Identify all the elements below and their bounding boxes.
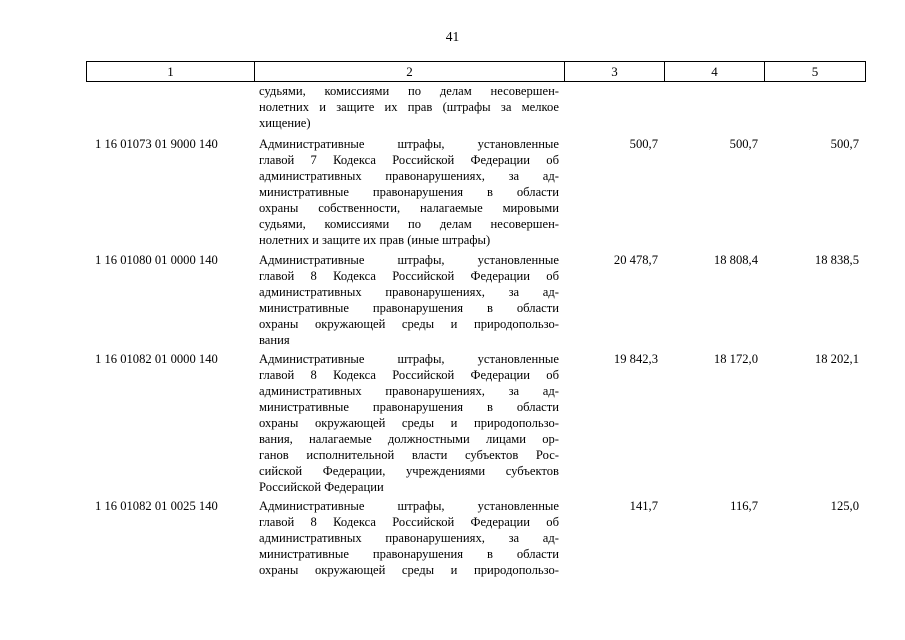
value-col-3: 20 478,7 xyxy=(613,253,658,267)
value-col-4: 116,7 xyxy=(730,499,758,513)
description-line: главой 7 Кодекса Российской Федерации об xyxy=(259,153,559,167)
row-description xyxy=(259,498,559,578)
value-col-3: 19 842,3 xyxy=(613,352,658,366)
description-line: министративные правонарушения в области xyxy=(259,301,559,315)
value-col-5: 18 202,1 xyxy=(814,352,859,366)
budget-code: 1 16 01082 01 0025 140 xyxy=(95,499,218,513)
description-line: ганов исполнительной власти субъектов Рос- xyxy=(259,448,559,462)
row-description xyxy=(259,351,559,495)
description-line: вания, налагаемые должностными лицами ор- xyxy=(259,432,559,446)
description-line: охраны окружающей среды и природопользо- xyxy=(259,563,559,577)
description-line: главой 8 Кодекса Российской Федерации об xyxy=(259,269,559,283)
description-line: главой 8 Кодекса Российской Федерации об xyxy=(259,515,559,529)
value-col-5: 125,0 xyxy=(830,499,859,513)
description-line: Административные штрафы, установленные xyxy=(259,352,559,366)
header-col-3: 3 xyxy=(565,62,665,82)
table-header xyxy=(86,61,866,82)
description-line: охраны окружающей среды и природопользо- xyxy=(259,416,559,430)
description-line: Административные штрафы, установленные xyxy=(259,137,559,151)
description-line: нолетних и защите их прав (иные штрафы) xyxy=(259,233,491,247)
row-description xyxy=(259,252,559,348)
description-line: Российской Федерации xyxy=(259,480,384,494)
value-col-5: 500,7 xyxy=(830,137,859,151)
value-col-3: 141,7 xyxy=(629,499,658,513)
description-line: административных правонарушениях, за ад- xyxy=(259,531,559,545)
description-line: административных правонарушениях, за ад- xyxy=(259,285,559,299)
budget-code: 1 16 01080 01 0000 140 xyxy=(95,253,218,267)
description-line: главой 8 Кодекса Российской Федерации об xyxy=(259,368,559,382)
description-line: Административные штрафы, установленные xyxy=(259,253,559,267)
description-line: судьями, комиссиями по делам несовершен- xyxy=(259,217,559,231)
description-line: охраны окружающей среды и природопользо- xyxy=(259,317,559,331)
page-number: 41 xyxy=(445,29,460,44)
value-col-3: 500,7 xyxy=(629,137,658,151)
budget-code: 1 16 01073 01 9000 140 xyxy=(95,137,218,151)
value-col-5: 18 838,5 xyxy=(814,253,859,267)
row-description xyxy=(259,136,559,248)
header-col-1: 1 xyxy=(87,62,255,82)
description-line: министративные правонарушения в области xyxy=(259,400,559,414)
description-line: административных правонарушениях, за ад- xyxy=(259,169,559,183)
description-line: нолетних и защите их прав (штрафы за мелкое xyxy=(259,100,559,114)
header-col-4: 4 xyxy=(665,62,765,82)
budget-code: 1 16 01082 01 0000 140 xyxy=(95,352,218,366)
value-col-4: 18 172,0 xyxy=(713,352,758,366)
description-line: хищение) xyxy=(259,116,311,130)
header-col-2: 2 xyxy=(255,62,565,82)
header-col-5: 5 xyxy=(765,62,866,82)
description-line: вания xyxy=(259,333,290,347)
description-line: сийской Федерации, учреждениями субъектов xyxy=(259,464,559,478)
continuation-description xyxy=(259,83,559,131)
value-col-4: 18 808,4 xyxy=(713,253,758,267)
description-line: судьями, комиссиями по делам несовершен- xyxy=(259,84,559,98)
description-line: министративные правонарушения в области xyxy=(259,185,559,199)
description-line: административных правонарушениях, за ад- xyxy=(259,384,559,398)
description-line: Административные штрафы, установленные xyxy=(259,499,559,513)
description-line: охраны собственности, налагаемые мировыми xyxy=(259,201,559,215)
description-line: министративные правонарушения в области xyxy=(259,547,559,561)
value-col-4: 500,7 xyxy=(729,137,758,151)
